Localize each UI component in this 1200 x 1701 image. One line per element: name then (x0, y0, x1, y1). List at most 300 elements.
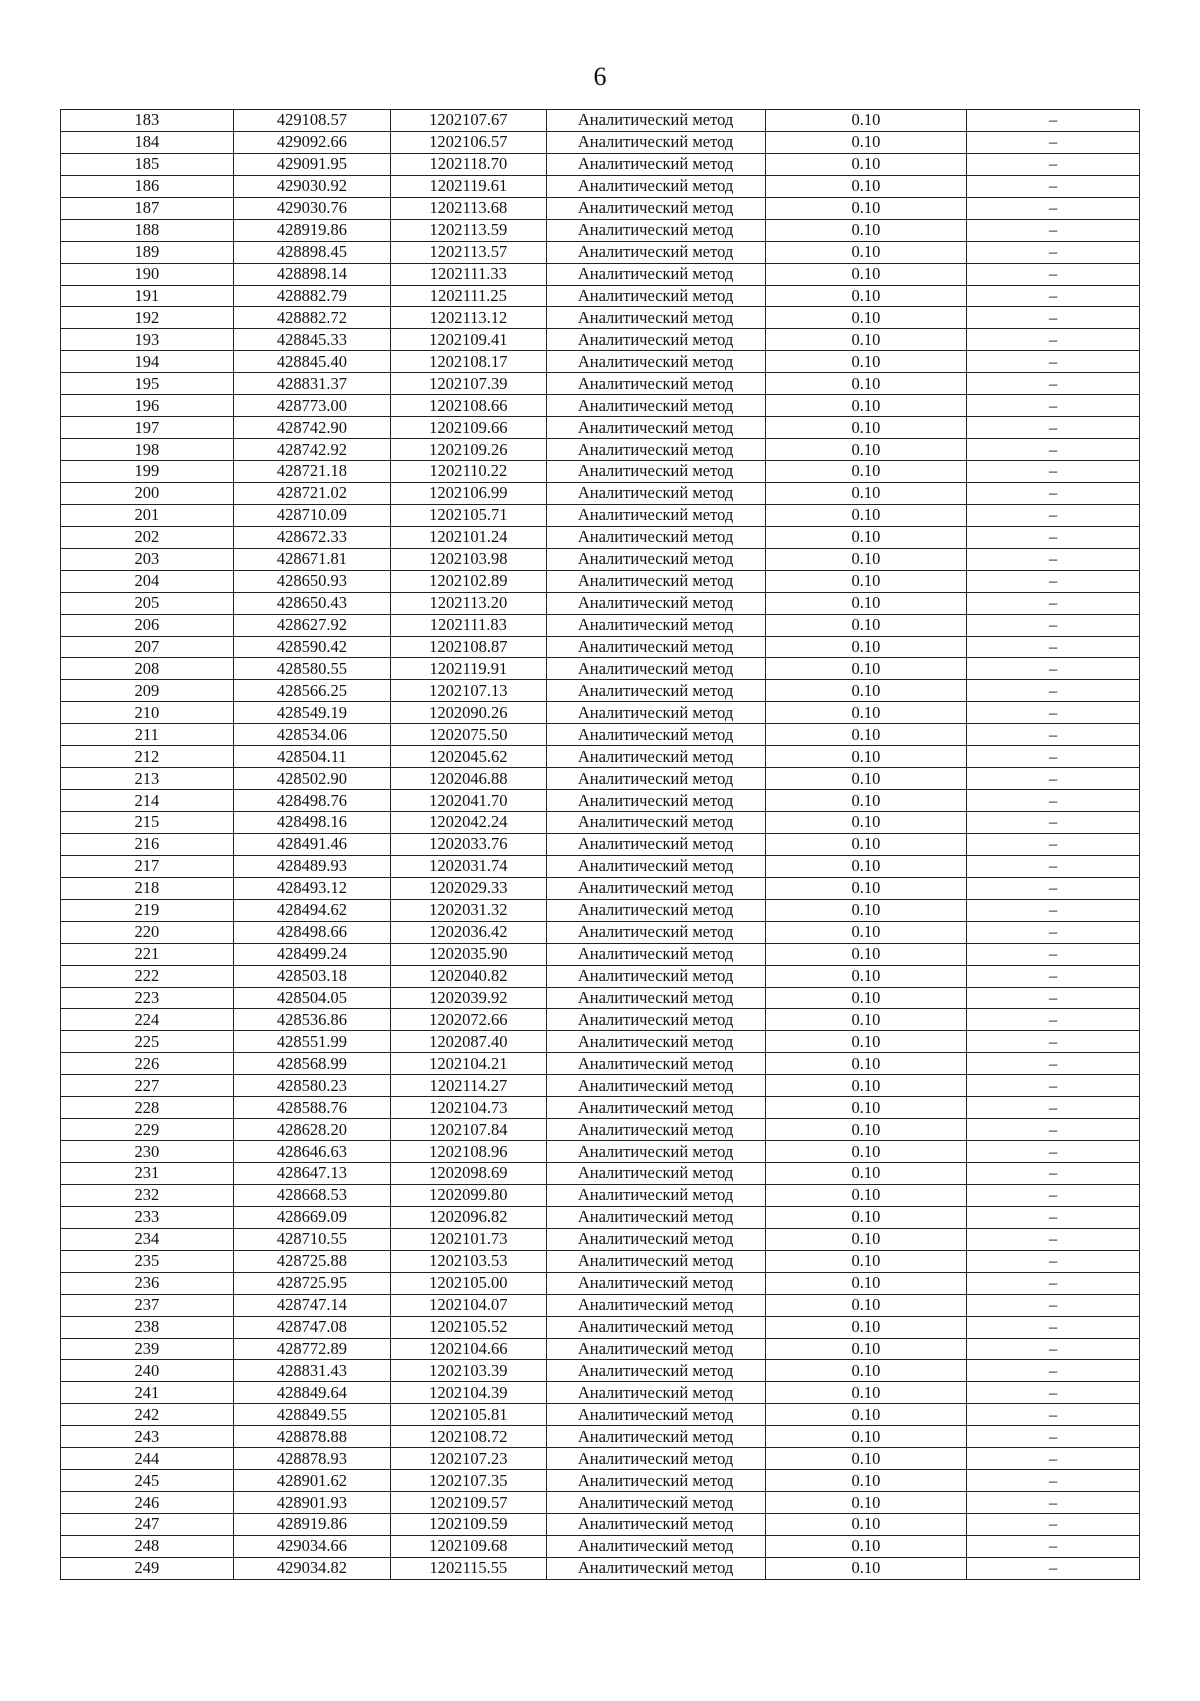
note-cell: – (967, 1535, 1140, 1557)
accuracy-cell: 0.10 (765, 219, 967, 241)
point-number-cell: 207 (61, 636, 234, 658)
y-coordinate-cell: 1202114.27 (391, 1075, 546, 1097)
y-coordinate-cell: 1202109.41 (391, 329, 546, 351)
x-coordinate-cell: 428498.16 (233, 812, 391, 834)
point-number-cell: 216 (61, 833, 234, 855)
note-cell: – (967, 1316, 1140, 1338)
accuracy-cell: 0.10 (765, 351, 967, 373)
note-cell: – (967, 373, 1140, 395)
accuracy-cell: 0.10 (765, 197, 967, 219)
x-coordinate-cell: 428647.13 (233, 1163, 391, 1185)
note-cell: – (967, 680, 1140, 702)
y-coordinate-cell: 1202036.42 (391, 921, 546, 943)
note-cell: – (967, 812, 1140, 834)
point-number-cell: 209 (61, 680, 234, 702)
x-coordinate-cell: 428650.43 (233, 592, 391, 614)
method-cell: Аналитический метод (546, 790, 765, 812)
accuracy-cell: 0.10 (765, 1535, 967, 1557)
x-coordinate-cell: 428725.88 (233, 1250, 391, 1272)
point-number-cell: 246 (61, 1492, 234, 1514)
method-cell: Аналитический метод (546, 1492, 765, 1514)
x-coordinate-cell: 429034.66 (233, 1535, 391, 1557)
method-cell: Аналитический метод (546, 1141, 765, 1163)
table-row (61, 417, 1140, 439)
note-cell: – (967, 1557, 1140, 1579)
table-row (61, 1031, 1140, 1053)
point-number-cell: 236 (61, 1272, 234, 1294)
y-coordinate-cell: 1202106.57 (391, 131, 546, 153)
note-cell: – (967, 504, 1140, 526)
table-row (61, 1053, 1140, 1075)
method-cell: Аналитический метод (546, 1053, 765, 1075)
table-row (61, 131, 1140, 153)
accuracy-cell: 0.10 (765, 1141, 967, 1163)
table-row (61, 570, 1140, 592)
y-coordinate-cell: 1202113.59 (391, 219, 546, 241)
y-coordinate-cell: 1202107.35 (391, 1470, 546, 1492)
table-row (61, 768, 1140, 790)
y-coordinate-cell: 1202113.68 (391, 197, 546, 219)
point-number-cell: 211 (61, 724, 234, 746)
method-cell: Аналитический метод (546, 395, 765, 417)
x-coordinate-cell: 428772.89 (233, 1338, 391, 1360)
note-cell: – (967, 263, 1140, 285)
method-cell: Аналитический метод (546, 724, 765, 746)
table-row (61, 1514, 1140, 1536)
accuracy-cell: 0.10 (765, 943, 967, 965)
point-number-cell: 249 (61, 1557, 234, 1579)
y-coordinate-cell: 1202107.23 (391, 1448, 546, 1470)
table-row (61, 197, 1140, 219)
method-cell: Аналитический метод (546, 943, 765, 965)
method-cell: Аналитический метод (546, 461, 765, 483)
accuracy-cell: 0.10 (765, 526, 967, 548)
y-coordinate-cell: 1202072.66 (391, 1009, 546, 1031)
point-number-cell: 208 (61, 658, 234, 680)
method-cell: Аналитический метод (546, 1316, 765, 1338)
table-row (61, 1360, 1140, 1382)
method-cell: Аналитический метод (546, 285, 765, 307)
point-number-cell: 203 (61, 548, 234, 570)
y-coordinate-cell: 1202108.87 (391, 636, 546, 658)
note-cell: – (967, 439, 1140, 461)
point-number-cell: 243 (61, 1426, 234, 1448)
note-cell: – (967, 1426, 1140, 1448)
table-row (61, 461, 1140, 483)
note-cell: – (967, 1360, 1140, 1382)
note-cell: – (967, 131, 1140, 153)
x-coordinate-cell: 428747.08 (233, 1316, 391, 1338)
note-cell: – (967, 1184, 1140, 1206)
note-cell: – (967, 219, 1140, 241)
note-cell: – (967, 1009, 1140, 1031)
accuracy-cell: 0.10 (765, 1009, 967, 1031)
x-coordinate-cell: 428831.37 (233, 373, 391, 395)
method-cell: Аналитический метод (546, 1448, 765, 1470)
table-row (61, 790, 1140, 812)
accuracy-cell: 0.10 (765, 1163, 967, 1185)
accuracy-cell: 0.10 (765, 1250, 967, 1272)
x-coordinate-cell: 428710.09 (233, 504, 391, 526)
y-coordinate-cell: 1202108.66 (391, 395, 546, 417)
x-coordinate-cell: 428502.90 (233, 768, 391, 790)
x-coordinate-cell: 428672.33 (233, 526, 391, 548)
note-cell: – (967, 1514, 1140, 1536)
table-row (61, 1184, 1140, 1206)
method-cell: Аналитический метод (546, 833, 765, 855)
y-coordinate-cell: 1202033.76 (391, 833, 546, 855)
accuracy-cell: 0.10 (765, 504, 967, 526)
method-cell: Аналитический метод (546, 1360, 765, 1382)
y-coordinate-cell: 1202042.24 (391, 812, 546, 834)
point-number-cell: 190 (61, 263, 234, 285)
method-cell: Аналитический метод (546, 548, 765, 570)
x-coordinate-cell: 429092.66 (233, 131, 391, 153)
point-number-cell: 224 (61, 1009, 234, 1031)
accuracy-cell: 0.10 (765, 1184, 967, 1206)
x-coordinate-cell: 428919.86 (233, 1514, 391, 1536)
method-cell: Аналитический метод (546, 1404, 765, 1426)
y-coordinate-cell: 1202109.66 (391, 417, 546, 439)
point-number-cell: 187 (61, 197, 234, 219)
point-number-cell: 197 (61, 417, 234, 439)
accuracy-cell: 0.10 (765, 658, 967, 680)
note-cell: – (967, 1448, 1140, 1470)
x-coordinate-cell: 428568.99 (233, 1053, 391, 1075)
accuracy-cell: 0.10 (765, 1557, 967, 1579)
point-number-cell: 227 (61, 1075, 234, 1097)
point-number-cell: 230 (61, 1141, 234, 1163)
point-number-cell: 231 (61, 1163, 234, 1185)
note-cell: – (967, 1294, 1140, 1316)
note-cell: – (967, 855, 1140, 877)
method-cell: Аналитический метод (546, 351, 765, 373)
point-number-cell: 244 (61, 1448, 234, 1470)
point-number-cell: 234 (61, 1228, 234, 1250)
x-coordinate-cell: 428742.92 (233, 439, 391, 461)
note-cell: – (967, 1141, 1140, 1163)
point-number-cell: 232 (61, 1184, 234, 1206)
x-coordinate-cell: 428503.18 (233, 965, 391, 987)
x-coordinate-cell: 428710.55 (233, 1228, 391, 1250)
method-cell: Аналитический метод (546, 263, 765, 285)
x-coordinate-cell: 428534.06 (233, 724, 391, 746)
table-row (61, 1163, 1140, 1185)
table-row (61, 241, 1140, 263)
method-cell: Аналитический метод (546, 1514, 765, 1536)
x-coordinate-cell: 428590.42 (233, 636, 391, 658)
note-cell: – (967, 1272, 1140, 1294)
x-coordinate-cell: 428580.55 (233, 658, 391, 680)
x-coordinate-cell: 428499.24 (233, 943, 391, 965)
accuracy-cell: 0.10 (765, 110, 967, 132)
y-coordinate-cell: 1202103.53 (391, 1250, 546, 1272)
y-coordinate-cell: 1202105.71 (391, 504, 546, 526)
note-cell: – (967, 570, 1140, 592)
note-cell: – (967, 285, 1140, 307)
table-row (61, 658, 1140, 680)
note-cell: – (967, 877, 1140, 899)
accuracy-cell: 0.10 (765, 417, 967, 439)
note-cell: – (967, 307, 1140, 329)
note-cell: – (967, 614, 1140, 636)
table-row (61, 263, 1140, 285)
point-number-cell: 245 (61, 1470, 234, 1492)
table-row (61, 1119, 1140, 1141)
y-coordinate-cell: 1202035.90 (391, 943, 546, 965)
note-cell: – (967, 241, 1140, 263)
y-coordinate-cell: 1202113.12 (391, 307, 546, 329)
method-cell: Аналитический метод (546, 504, 765, 526)
point-number-cell: 238 (61, 1316, 234, 1338)
coordinates-table-body (61, 110, 1140, 1580)
x-coordinate-cell: 428646.63 (233, 1141, 391, 1163)
method-cell: Аналитический метод (546, 1184, 765, 1206)
table-row (61, 548, 1140, 570)
method-cell: Аналитический метод (546, 307, 765, 329)
table-row (61, 1141, 1140, 1163)
table-row (61, 351, 1140, 373)
note-cell: – (967, 658, 1140, 680)
note-cell: – (967, 1404, 1140, 1426)
x-coordinate-cell: 428580.23 (233, 1075, 391, 1097)
y-coordinate-cell: 1202099.80 (391, 1184, 546, 1206)
accuracy-cell: 0.10 (765, 921, 967, 943)
accuracy-cell: 0.10 (765, 1272, 967, 1294)
y-coordinate-cell: 1202041.70 (391, 790, 546, 812)
y-coordinate-cell: 1202046.88 (391, 768, 546, 790)
y-coordinate-cell: 1202107.84 (391, 1119, 546, 1141)
table-row (61, 965, 1140, 987)
point-number-cell: 210 (61, 702, 234, 724)
note-cell: – (967, 153, 1140, 175)
method-cell: Аналитический метод (546, 1097, 765, 1119)
y-coordinate-cell: 1202106.99 (391, 482, 546, 504)
table-row (61, 987, 1140, 1009)
note-cell: – (967, 1053, 1140, 1075)
method-cell: Аналитический метод (546, 1119, 765, 1141)
point-number-cell: 229 (61, 1119, 234, 1141)
x-coordinate-cell: 428551.99 (233, 1031, 391, 1053)
accuracy-cell: 0.10 (765, 1470, 967, 1492)
table-row (61, 636, 1140, 658)
accuracy-cell: 0.10 (765, 724, 967, 746)
table-row (61, 1382, 1140, 1404)
y-coordinate-cell: 1202108.96 (391, 1141, 546, 1163)
y-coordinate-cell: 1202110.22 (391, 461, 546, 483)
point-number-cell: 192 (61, 307, 234, 329)
accuracy-cell: 0.10 (765, 1492, 967, 1514)
point-number-cell: 202 (61, 526, 234, 548)
method-cell: Аналитический метод (546, 899, 765, 921)
point-number-cell: 196 (61, 395, 234, 417)
table-row (61, 812, 1140, 834)
x-coordinate-cell: 428536.86 (233, 1009, 391, 1031)
table-row (61, 1492, 1140, 1514)
x-coordinate-cell: 428901.93 (233, 1492, 391, 1514)
accuracy-cell: 0.10 (765, 592, 967, 614)
method-cell: Аналитический метод (546, 921, 765, 943)
method-cell: Аналитический метод (546, 1294, 765, 1316)
accuracy-cell: 0.10 (765, 153, 967, 175)
table-row (61, 614, 1140, 636)
accuracy-cell: 0.10 (765, 855, 967, 877)
method-cell: Аналитический метод (546, 855, 765, 877)
point-number-cell: 198 (61, 439, 234, 461)
note-cell: – (967, 833, 1140, 855)
accuracy-cell: 0.10 (765, 548, 967, 570)
accuracy-cell: 0.10 (765, 877, 967, 899)
point-number-cell: 248 (61, 1535, 234, 1557)
table-row (61, 724, 1140, 746)
point-number-cell: 193 (61, 329, 234, 351)
accuracy-cell: 0.10 (765, 1206, 967, 1228)
note-cell: – (967, 899, 1140, 921)
x-coordinate-cell: 429108.57 (233, 110, 391, 132)
x-coordinate-cell: 428878.93 (233, 1448, 391, 1470)
y-coordinate-cell: 1202104.39 (391, 1382, 546, 1404)
method-cell: Аналитический метод (546, 526, 765, 548)
accuracy-cell: 0.10 (765, 1448, 967, 1470)
method-cell: Аналитический метод (546, 1338, 765, 1360)
method-cell: Аналитический метод (546, 1163, 765, 1185)
x-coordinate-cell: 428669.09 (233, 1206, 391, 1228)
y-coordinate-cell: 1202105.81 (391, 1404, 546, 1426)
page-number: 6 (593, 62, 607, 91)
table-row (61, 1272, 1140, 1294)
note-cell: – (967, 1470, 1140, 1492)
accuracy-cell: 0.10 (765, 680, 967, 702)
y-coordinate-cell: 1202031.74 (391, 855, 546, 877)
accuracy-cell: 0.10 (765, 614, 967, 636)
note-cell: – (967, 987, 1140, 1009)
table-row (61, 921, 1140, 943)
point-number-cell: 223 (61, 987, 234, 1009)
method-cell: Аналитический метод (546, 965, 765, 987)
point-number-cell: 218 (61, 877, 234, 899)
x-coordinate-cell: 428742.90 (233, 417, 391, 439)
note-cell: – (967, 592, 1140, 614)
x-coordinate-cell: 428849.64 (233, 1382, 391, 1404)
x-coordinate-cell: 429030.92 (233, 175, 391, 197)
method-cell: Аналитический метод (546, 131, 765, 153)
point-number-cell: 221 (61, 943, 234, 965)
accuracy-cell: 0.10 (765, 1119, 967, 1141)
accuracy-cell: 0.10 (765, 1360, 967, 1382)
point-number-cell: 200 (61, 482, 234, 504)
table-row (61, 1338, 1140, 1360)
y-coordinate-cell: 1202103.98 (391, 548, 546, 570)
method-cell: Аналитический метод (546, 1535, 765, 1557)
accuracy-cell: 0.10 (765, 570, 967, 592)
note-cell: – (967, 1119, 1140, 1141)
table-row (61, 285, 1140, 307)
accuracy-cell: 0.10 (765, 439, 967, 461)
x-coordinate-cell: 429030.76 (233, 197, 391, 219)
y-coordinate-cell: 1202113.57 (391, 241, 546, 263)
table-row (61, 175, 1140, 197)
method-cell: Аналитический метод (546, 1272, 765, 1294)
table-row (61, 482, 1140, 504)
table-row (61, 219, 1140, 241)
point-number-cell: 195 (61, 373, 234, 395)
method-cell: Аналитический метод (546, 768, 765, 790)
point-number-cell: 191 (61, 285, 234, 307)
x-coordinate-cell: 428721.02 (233, 482, 391, 504)
y-coordinate-cell: 1202109.26 (391, 439, 546, 461)
method-cell: Аналитический метод (546, 197, 765, 219)
table-row (61, 1009, 1140, 1031)
accuracy-cell: 0.10 (765, 1514, 967, 1536)
x-coordinate-cell: 428627.92 (233, 614, 391, 636)
accuracy-cell: 0.10 (765, 965, 967, 987)
y-coordinate-cell: 1202031.32 (391, 899, 546, 921)
point-number-cell: 204 (61, 570, 234, 592)
y-coordinate-cell: 1202075.50 (391, 724, 546, 746)
note-cell: – (967, 768, 1140, 790)
accuracy-cell: 0.10 (765, 285, 967, 307)
method-cell: Аналитический метод (546, 329, 765, 351)
accuracy-cell: 0.10 (765, 1075, 967, 1097)
table-row (61, 702, 1140, 724)
x-coordinate-cell: 428845.33 (233, 329, 391, 351)
point-number-cell: 183 (61, 110, 234, 132)
x-coordinate-cell: 428588.76 (233, 1097, 391, 1119)
table-row (61, 526, 1140, 548)
y-coordinate-cell: 1202104.21 (391, 1053, 546, 1075)
table-row (61, 1228, 1140, 1250)
table-row (61, 855, 1140, 877)
accuracy-cell: 0.10 (765, 373, 967, 395)
point-number-cell: 241 (61, 1382, 234, 1404)
method-cell: Аналитический метод (546, 1009, 765, 1031)
method-cell: Аналитический метод (546, 877, 765, 899)
point-number-cell: 225 (61, 1031, 234, 1053)
table-row (61, 1316, 1140, 1338)
method-cell: Аналитический метод (546, 241, 765, 263)
y-coordinate-cell: 1202109.57 (391, 1492, 546, 1514)
y-coordinate-cell: 1202108.72 (391, 1426, 546, 1448)
method-cell: Аналитический метод (546, 636, 765, 658)
x-coordinate-cell: 429091.95 (233, 153, 391, 175)
table-row (61, 1404, 1140, 1426)
method-cell: Аналитический метод (546, 1075, 765, 1097)
table-row (61, 1075, 1140, 1097)
method-cell: Аналитический метод (546, 153, 765, 175)
y-coordinate-cell: 1202119.91 (391, 658, 546, 680)
note-cell: – (967, 351, 1140, 373)
accuracy-cell: 0.10 (765, 1338, 967, 1360)
table-row (61, 680, 1140, 702)
y-coordinate-cell: 1202109.68 (391, 1535, 546, 1557)
method-cell: Аналитический метод (546, 987, 765, 1009)
note-cell: – (967, 702, 1140, 724)
note-cell: – (967, 1075, 1140, 1097)
y-coordinate-cell: 1202098.69 (391, 1163, 546, 1185)
y-coordinate-cell: 1202045.62 (391, 746, 546, 768)
method-cell: Аналитический метод (546, 812, 765, 834)
accuracy-cell: 0.10 (765, 899, 967, 921)
method-cell: Аналитический метод (546, 570, 765, 592)
y-coordinate-cell: 1202109.59 (391, 1514, 546, 1536)
table-row (61, 746, 1140, 768)
table-row (61, 1250, 1140, 1272)
method-cell: Аналитический метод (546, 1426, 765, 1448)
x-coordinate-cell: 428504.05 (233, 987, 391, 1009)
accuracy-cell: 0.10 (765, 812, 967, 834)
x-coordinate-cell: 429034.82 (233, 1557, 391, 1579)
table-row (61, 1097, 1140, 1119)
